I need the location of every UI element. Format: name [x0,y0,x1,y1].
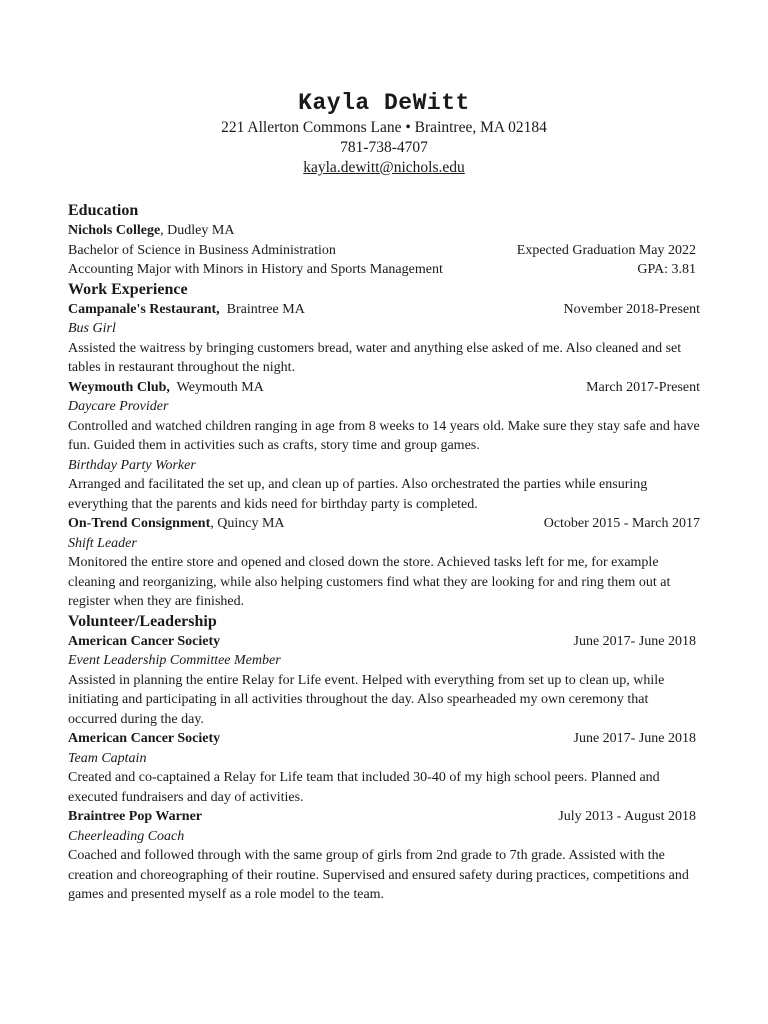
job-description: Monitored the entire store and opened and closed down the store. Achieved tasks left for me, for example cleaning and reorganizing, while also helping customers find what they are looking for and ring them out at register when they are finished. [68,555,671,609]
section-title-education: Education [68,202,139,219]
volunteer-dates: July 2013 - August 2018 [558,809,696,824]
job-entry [68,300,700,378]
volunteer-role: Event Leadership Committee Member [68,653,281,668]
degree-row [68,241,700,261]
school-name: Nichols College [68,223,161,238]
job-location: , Quincy MA [210,516,285,531]
major-row [68,260,700,280]
section-title-volunteer: Volunteer/Leadership [68,612,217,630]
resume-header [0,88,768,178]
volunteer-header [68,632,700,652]
volunteer-entry [68,632,700,730]
job-entry [68,514,700,612]
job-role: Birthday Party Worker [68,457,196,473]
email-link[interactable]: kayla.dewitt@nichols.edu [303,159,465,176]
volunteer-org: American Cancer Society [68,633,221,649]
job-entry [68,378,700,515]
gpa: GPA: 3.81 [637,262,696,277]
degree: Bachelor of Science in Business Administration [68,242,336,258]
job-role: Shift Leader [68,535,137,551]
school-location: , Dudley MA [160,223,235,238]
school-line [68,221,700,241]
volunteer-description: Coached and followed through with the same group of girls from 2nd grade to 7th grade. Assisted with the creation and choreographing of their routine. Supervised and ensured safety during practices, competitions and games and presented myself as a role model to the team. [68,848,689,902]
job-header [68,300,700,320]
phone: 781-738-4707 [340,139,428,156]
major: Accounting Major with Minors in History and Sports Management [68,262,443,277]
volunteer-dates: June 2017- June 2018 [573,633,696,649]
resume-body [68,201,700,905]
job-header [68,514,700,534]
volunteer-org: Braintree Pop Warner [68,809,203,824]
job-description: Arranged and facilitated the set up, and clean up of parties. Also orchestrated the parties while ensuring everything that the parents and kids need for birthday party is completed. [68,477,648,512]
job-dates: November 2018-Present [563,301,700,317]
job-org: Weymouth Club, [68,379,170,395]
applicant-name: Kayla DeWitt [298,90,470,116]
job-description: Assisted the waitress by bringing customers bread, water and anything else asked of me. Also cleaned and set tables in restaurant throughout the night. [68,340,682,375]
volunteer-header [68,807,700,827]
volunteer-entry [68,729,700,807]
job-role: Bus Girl [68,321,116,336]
job-location: Braintree MA [219,301,305,317]
volunteer-description: Assisted in planning the entire Relay for Life event. Helped with everything from set up to clean up, while initiating and participating in all activities throughout the day. Also spearheaded my own ceremony that occurred during the day. [68,672,665,727]
volunteer-description: Created and co-captained a Relay for Life team that included 30-40 of my high school peers. Planned and executed fundraisers and day of activities. [68,770,660,805]
job-header [68,378,700,398]
job-location: Weymouth MA [169,379,264,395]
section-title-work: Work Experience [68,280,188,298]
job-org: On-Trend Consignment [68,516,211,531]
job-dates: March 2017-Present [586,379,700,395]
volunteer-header [68,729,700,749]
job-role: Daycare Provider [68,399,169,414]
job-dates: October 2015 - March 2017 [543,516,700,531]
volunteer-entry [68,807,700,905]
address: 221 Allerton Commons Lane • Braintree, MA 02184 [221,119,547,136]
volunteer-role: Cheerleading Coach [68,828,185,844]
job-org: Campanale's Restaurant, [68,301,220,317]
volunteer-role: Team Captain [68,750,147,766]
graduation-date: Expected Graduation May 2022 [516,242,696,258]
volunteer-org: American Cancer Society [68,731,221,746]
volunteer-dates: June 2017- June 2018 [573,731,696,746]
job-description: Controlled and watched children ranging in age from 8 weeks to 14 years old. Make sure they stay safe and have fun. Guided them in activities such as crafts, story time and group games. [68,418,700,453]
